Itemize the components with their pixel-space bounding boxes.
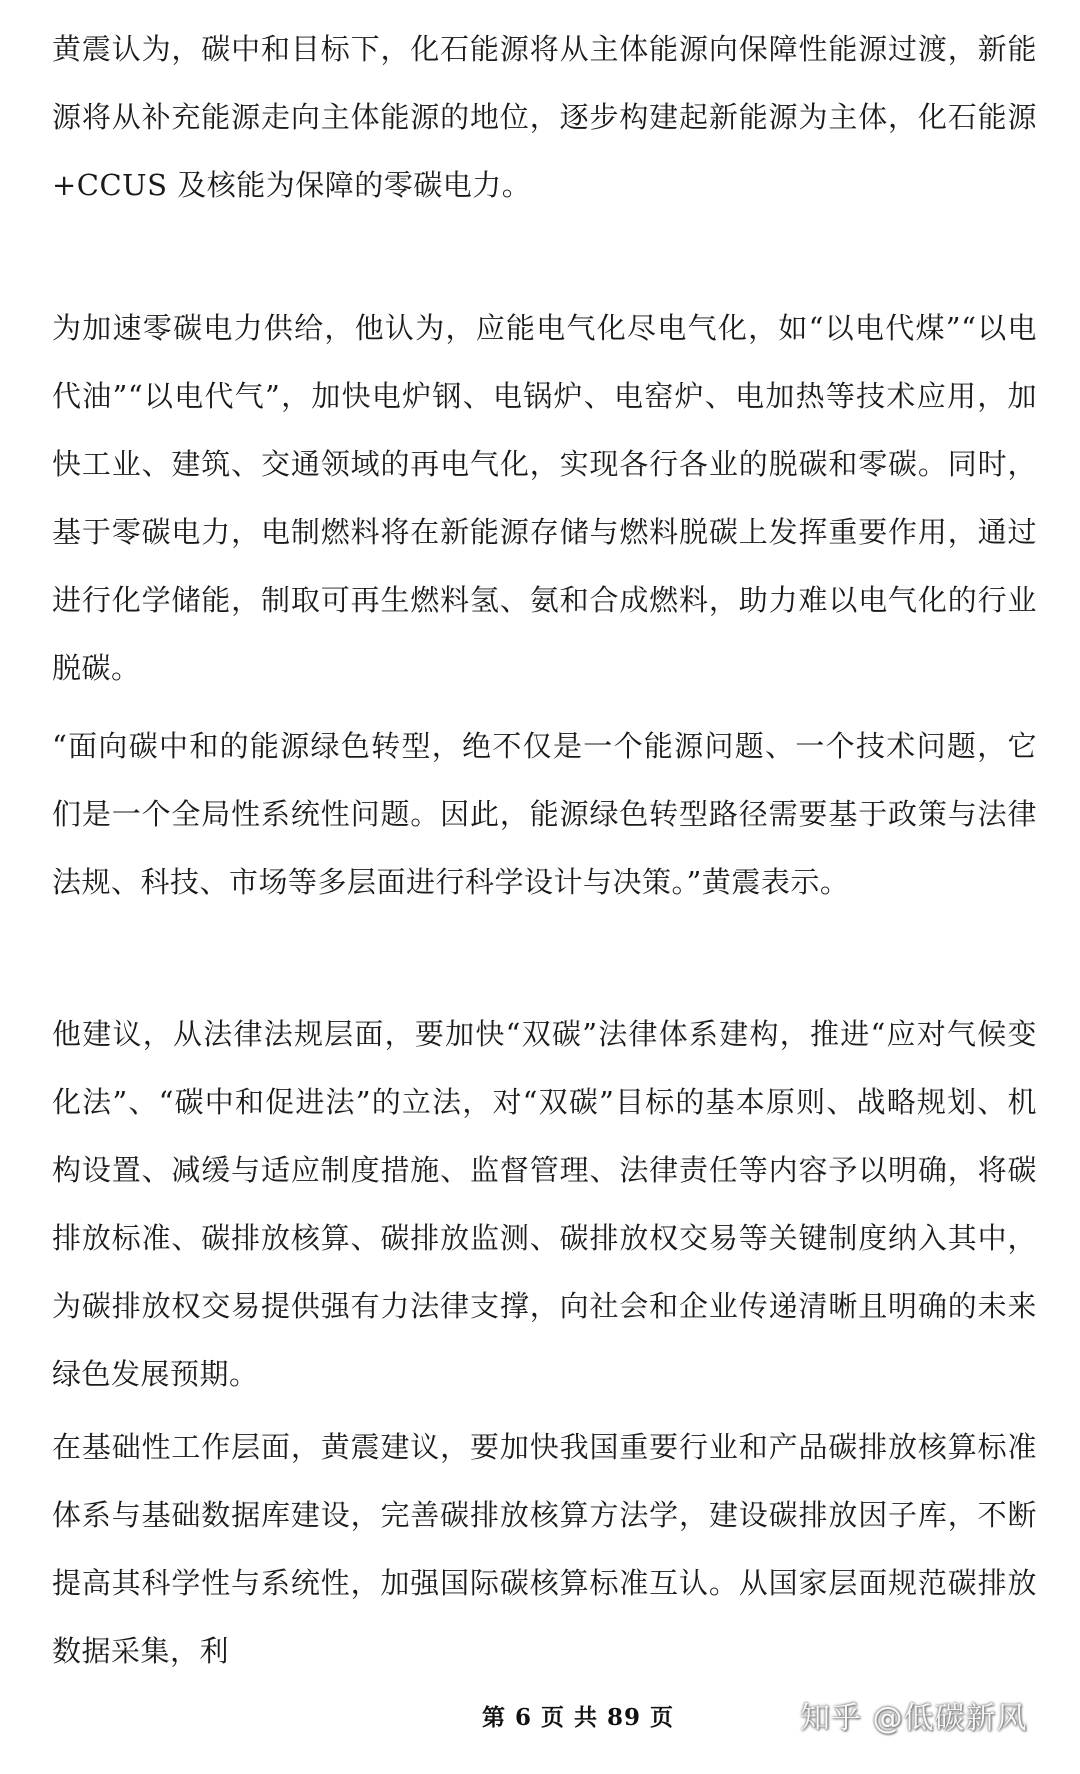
paragraph-4: 他建议，从法律法规层面，要加快“双碳”法律体系建构，推进“应对气候变化法”、“碳中和促进法”的立法，对“双碳”目标的基本原则、战略规划、机构设置、减缓与适应制度措施、监督管理、法律责任等内容予以明确，将碳排放标准、碳排放核算、碳排放监测、碳排放权交易等关键制度纳入其中，为碳排放权交易提供强有力法律支撑，向社会和企业传递清晰且明确的未来绿色发展预期。 (52, 1017, 1037, 1391)
paragraph-3: “面向碳中和的能源绿色转型，绝不仅是一个能源问题、一个技术问题，它们是一个全局性系统性问题。因此，能源绿色转型路径需要基于政策与法律法规、科技、市场等多层面进行科学设计与决策。”黄震表示。 (52, 729, 1037, 899)
paragraph-5: 在基础性工作层面，黄震建议，要加快我国重要行业和产品碳排放核算标准体系与基础数据库建设，完善碳排放核算方法学，建设碳排放因子库，不断提高其科学性与系统性，加强国际碳核算标准互认。从国家层面规范碳排放数据采集，利 (52, 1430, 1037, 1668)
page-footer (0, 1693, 1080, 1743)
paragraph-2: 为加速零碳电力供给，他认为，应能电气化尽电气化，如“以电代煤”“以电代油”“以电代气”，加快电炉钢、电锅炉、电窑炉、电加热等技术应用，加快工业、建筑、交通领域的再电气化，实现各行各业的脱碳和零碳。同时，基于零碳电力，电制燃料将在新能源存储与燃料脱碳上发挥重要作用，通过进行化学储能，制取可再生燃料氢、氨和合成燃料，助力难以电气化的行业脱碳。 (52, 311, 1037, 685)
page-number: 第 6 页 共 89 页 (482, 1704, 675, 1731)
paragraph-1: 黄震认为，碳中和目标下，化石能源将从主体能源向保障性能源过渡，新能源将从补充能源走向主体能源的地位，逐步构建起新能源为主体，化石能源+CCUS 及核能为保障的零碳电力。 (52, 32, 1037, 202)
watermark: 知乎 @低碳新风 (800, 1701, 1028, 1736)
